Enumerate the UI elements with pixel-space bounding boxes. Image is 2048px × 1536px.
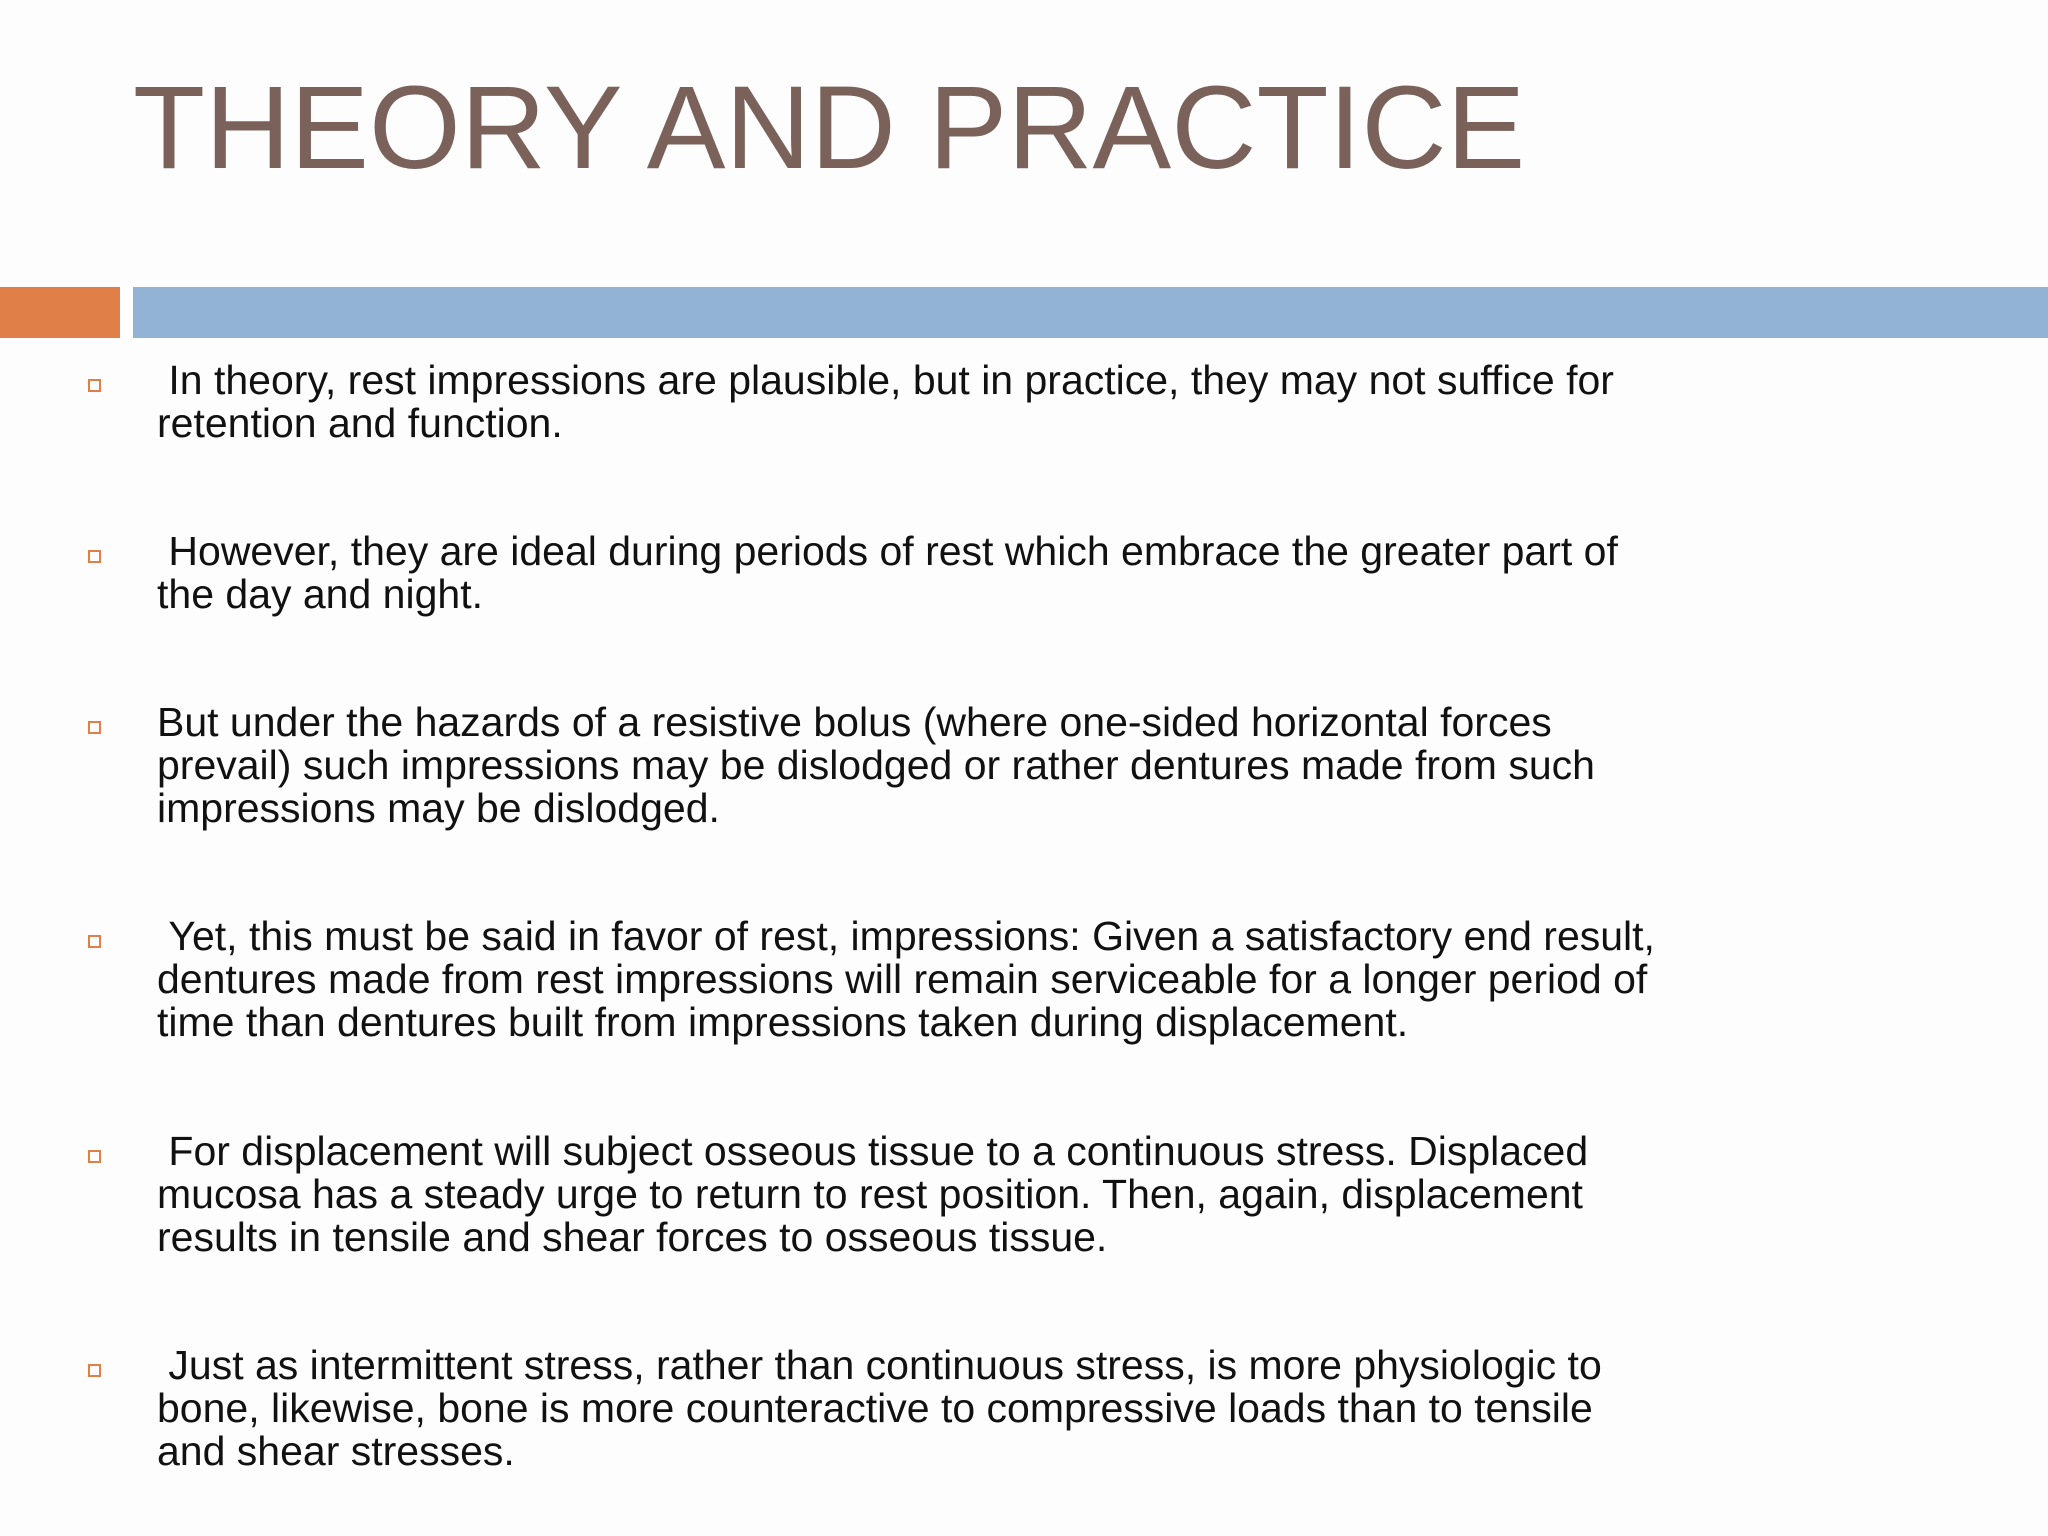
hollow-square-icon (88, 1364, 101, 1377)
hollow-square-icon (88, 1150, 101, 1163)
bullet-text: But under the hazards of a resistive bolus (where one-sided horizontal forces prevail) such impressions may be dislodged or rather dentures made from such impressions may be dislodged. (157, 699, 1595, 831)
hollow-square-icon (88, 550, 101, 563)
bullet-text: For displacement will subject osseous tissue to a continuous stress. Displaced mucosa has a steady urge to return to rest position. Then, again, displacement results in tensile and shear forces to osseous tissue. (157, 1128, 1589, 1260)
bullet-text: Just as intermittent stress, rather than continuous stress, is more physiologic to bone, likewise, bone is more counteractive to compressive loads than to tensile and shear stresses. (157, 1342, 1602, 1474)
bullet-text: In theory, rest impressions are plausible, but in practice, they may not suffice for retention and function. (157, 357, 1614, 446)
slide-title: THEORY AND PRACTICE (133, 62, 1526, 194)
hollow-square-icon (88, 935, 101, 948)
bullet-text: Yet, this must be said in favor of rest, impressions: Given a satisfactory end result, dentures made from rest impressions will remain serviceable for a longer period of time than dentures built from impressions taken during displacement. (157, 913, 1655, 1045)
hollow-square-icon (88, 721, 101, 734)
bullet-text: However, they are ideal during periods of rest which embrace the greater part of the day and night. (157, 528, 1618, 617)
hollow-square-icon (88, 379, 101, 392)
